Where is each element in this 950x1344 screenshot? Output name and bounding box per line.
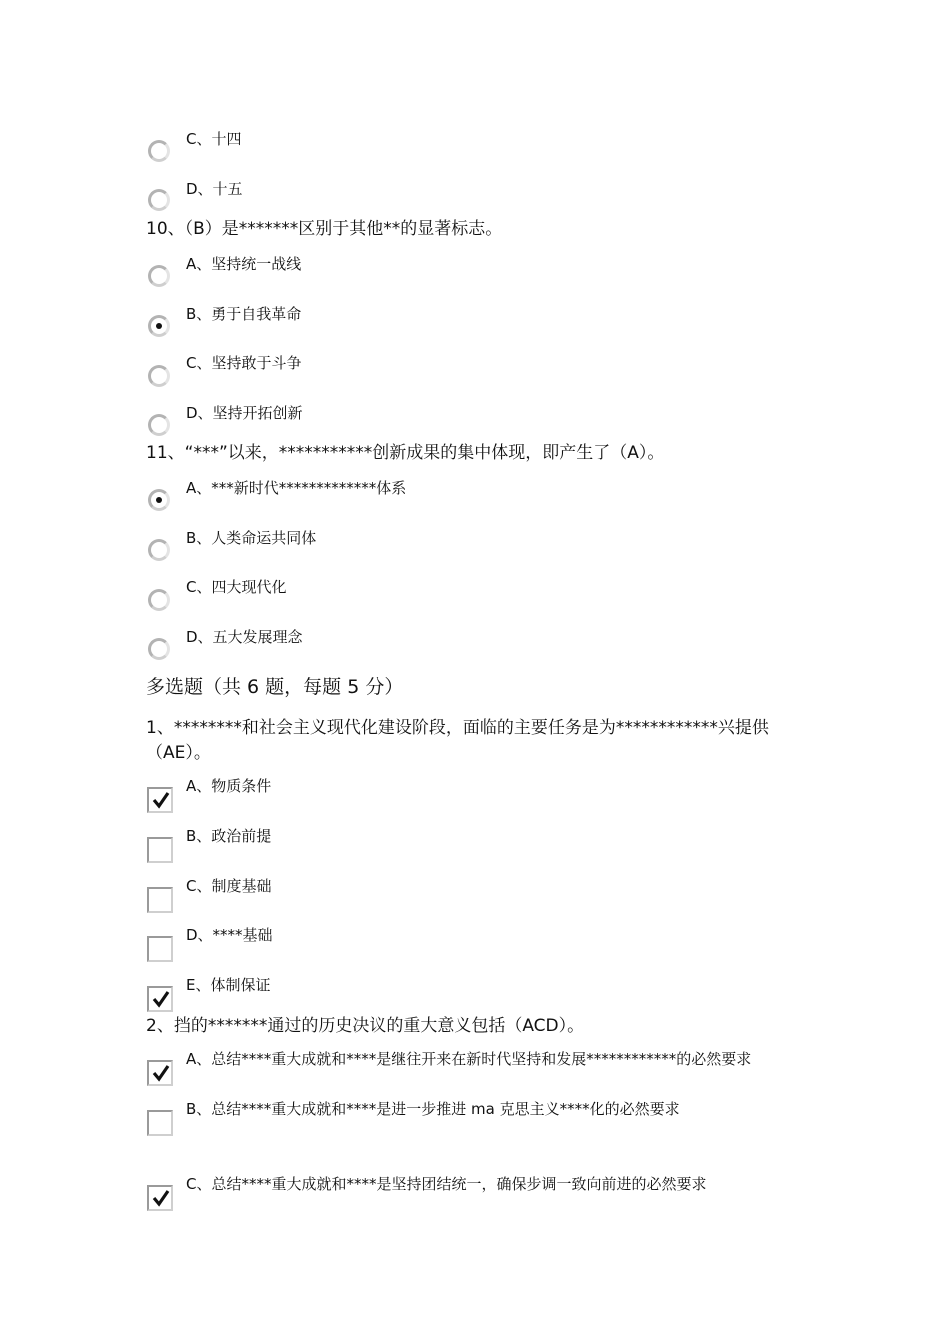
- option-label: D、****基础: [186, 926, 273, 944]
- option-label: A、***新时代*************体系: [186, 479, 407, 497]
- option-c-radio[interactable]: [148, 365, 170, 387]
- option-e-checkbox-checked[interactable]: [147, 986, 173, 1012]
- option-label: D、十五: [186, 180, 243, 198]
- option-b-checkbox[interactable]: [147, 1110, 173, 1136]
- option-d-radio[interactable]: [148, 638, 170, 660]
- option-c-radio[interactable]: [148, 589, 170, 611]
- option-a-radio-selected[interactable]: [148, 489, 170, 511]
- multi-question-1-stem-cont: （AE）。: [146, 743, 211, 763]
- multi-question-1-stem: 1、********和社会主义现代化建设阶段，面临的主要任务是为************兴提供: [146, 718, 769, 738]
- option-label: C、总结****重大成就和****是坚持团结统一，确保步调一致向前进的必然要求: [186, 1175, 707, 1193]
- option-label: B、政治前提: [186, 827, 272, 845]
- option-b-checkbox[interactable]: [147, 837, 173, 863]
- option-d-radio[interactable]: [148, 189, 170, 211]
- checkmark-icon: [151, 1188, 171, 1208]
- question-11-stem: 11、“***”以来，***********创新成果的集中体现，即产生了（A）。: [146, 443, 665, 463]
- option-c-radio[interactable]: [148, 140, 170, 162]
- option-label: C、制度基础: [186, 877, 272, 895]
- option-label: E、体制保证: [186, 976, 271, 994]
- option-d-checkbox[interactable]: [147, 936, 173, 962]
- option-c-checkbox-checked[interactable]: [147, 1185, 173, 1211]
- option-d-radio[interactable]: [148, 414, 170, 436]
- checkmark-icon: [151, 790, 171, 810]
- option-a-checkbox-checked[interactable]: [147, 787, 173, 813]
- multi-question-2-stem: 2、挡的*******通过的历史决议的重大意义包括（ACD）。: [146, 1016, 585, 1036]
- option-label: D、坚持开拓创新: [186, 404, 303, 422]
- option-label: C、十四: [186, 130, 242, 148]
- question-10-stem: 10、（B）是*******区别于其他**的显著标志。: [146, 219, 503, 239]
- option-label: A、总结****重大成就和****是继往开来在新时代坚持和发展************的必然要求: [186, 1050, 752, 1068]
- option-label: B、勇于自我革命: [186, 305, 302, 323]
- option-b-radio[interactable]: [148, 539, 170, 561]
- checkmark-icon: [151, 989, 171, 1009]
- option-label: A、物质条件: [186, 777, 272, 795]
- option-c-checkbox[interactable]: [147, 887, 173, 913]
- option-label: B、总结****重大成就和****是进一步推进 ma 克思主义****化的必然要求: [186, 1100, 680, 1118]
- option-label: A、坚持统一战线: [186, 255, 302, 273]
- option-b-radio-selected[interactable]: [148, 315, 170, 337]
- option-label: C、坚持敢于斗争: [186, 354, 302, 372]
- option-a-checkbox-checked[interactable]: [147, 1060, 173, 1086]
- checkmark-icon: [151, 1063, 171, 1083]
- option-a-radio[interactable]: [148, 265, 170, 287]
- option-label: C、四大现代化: [186, 578, 287, 596]
- option-label: B、人类命运共同体: [186, 529, 317, 547]
- section-title: 多选题（共 6 题，每题 5 分）: [146, 676, 404, 698]
- option-label: D、五大发展理念: [186, 628, 303, 646]
